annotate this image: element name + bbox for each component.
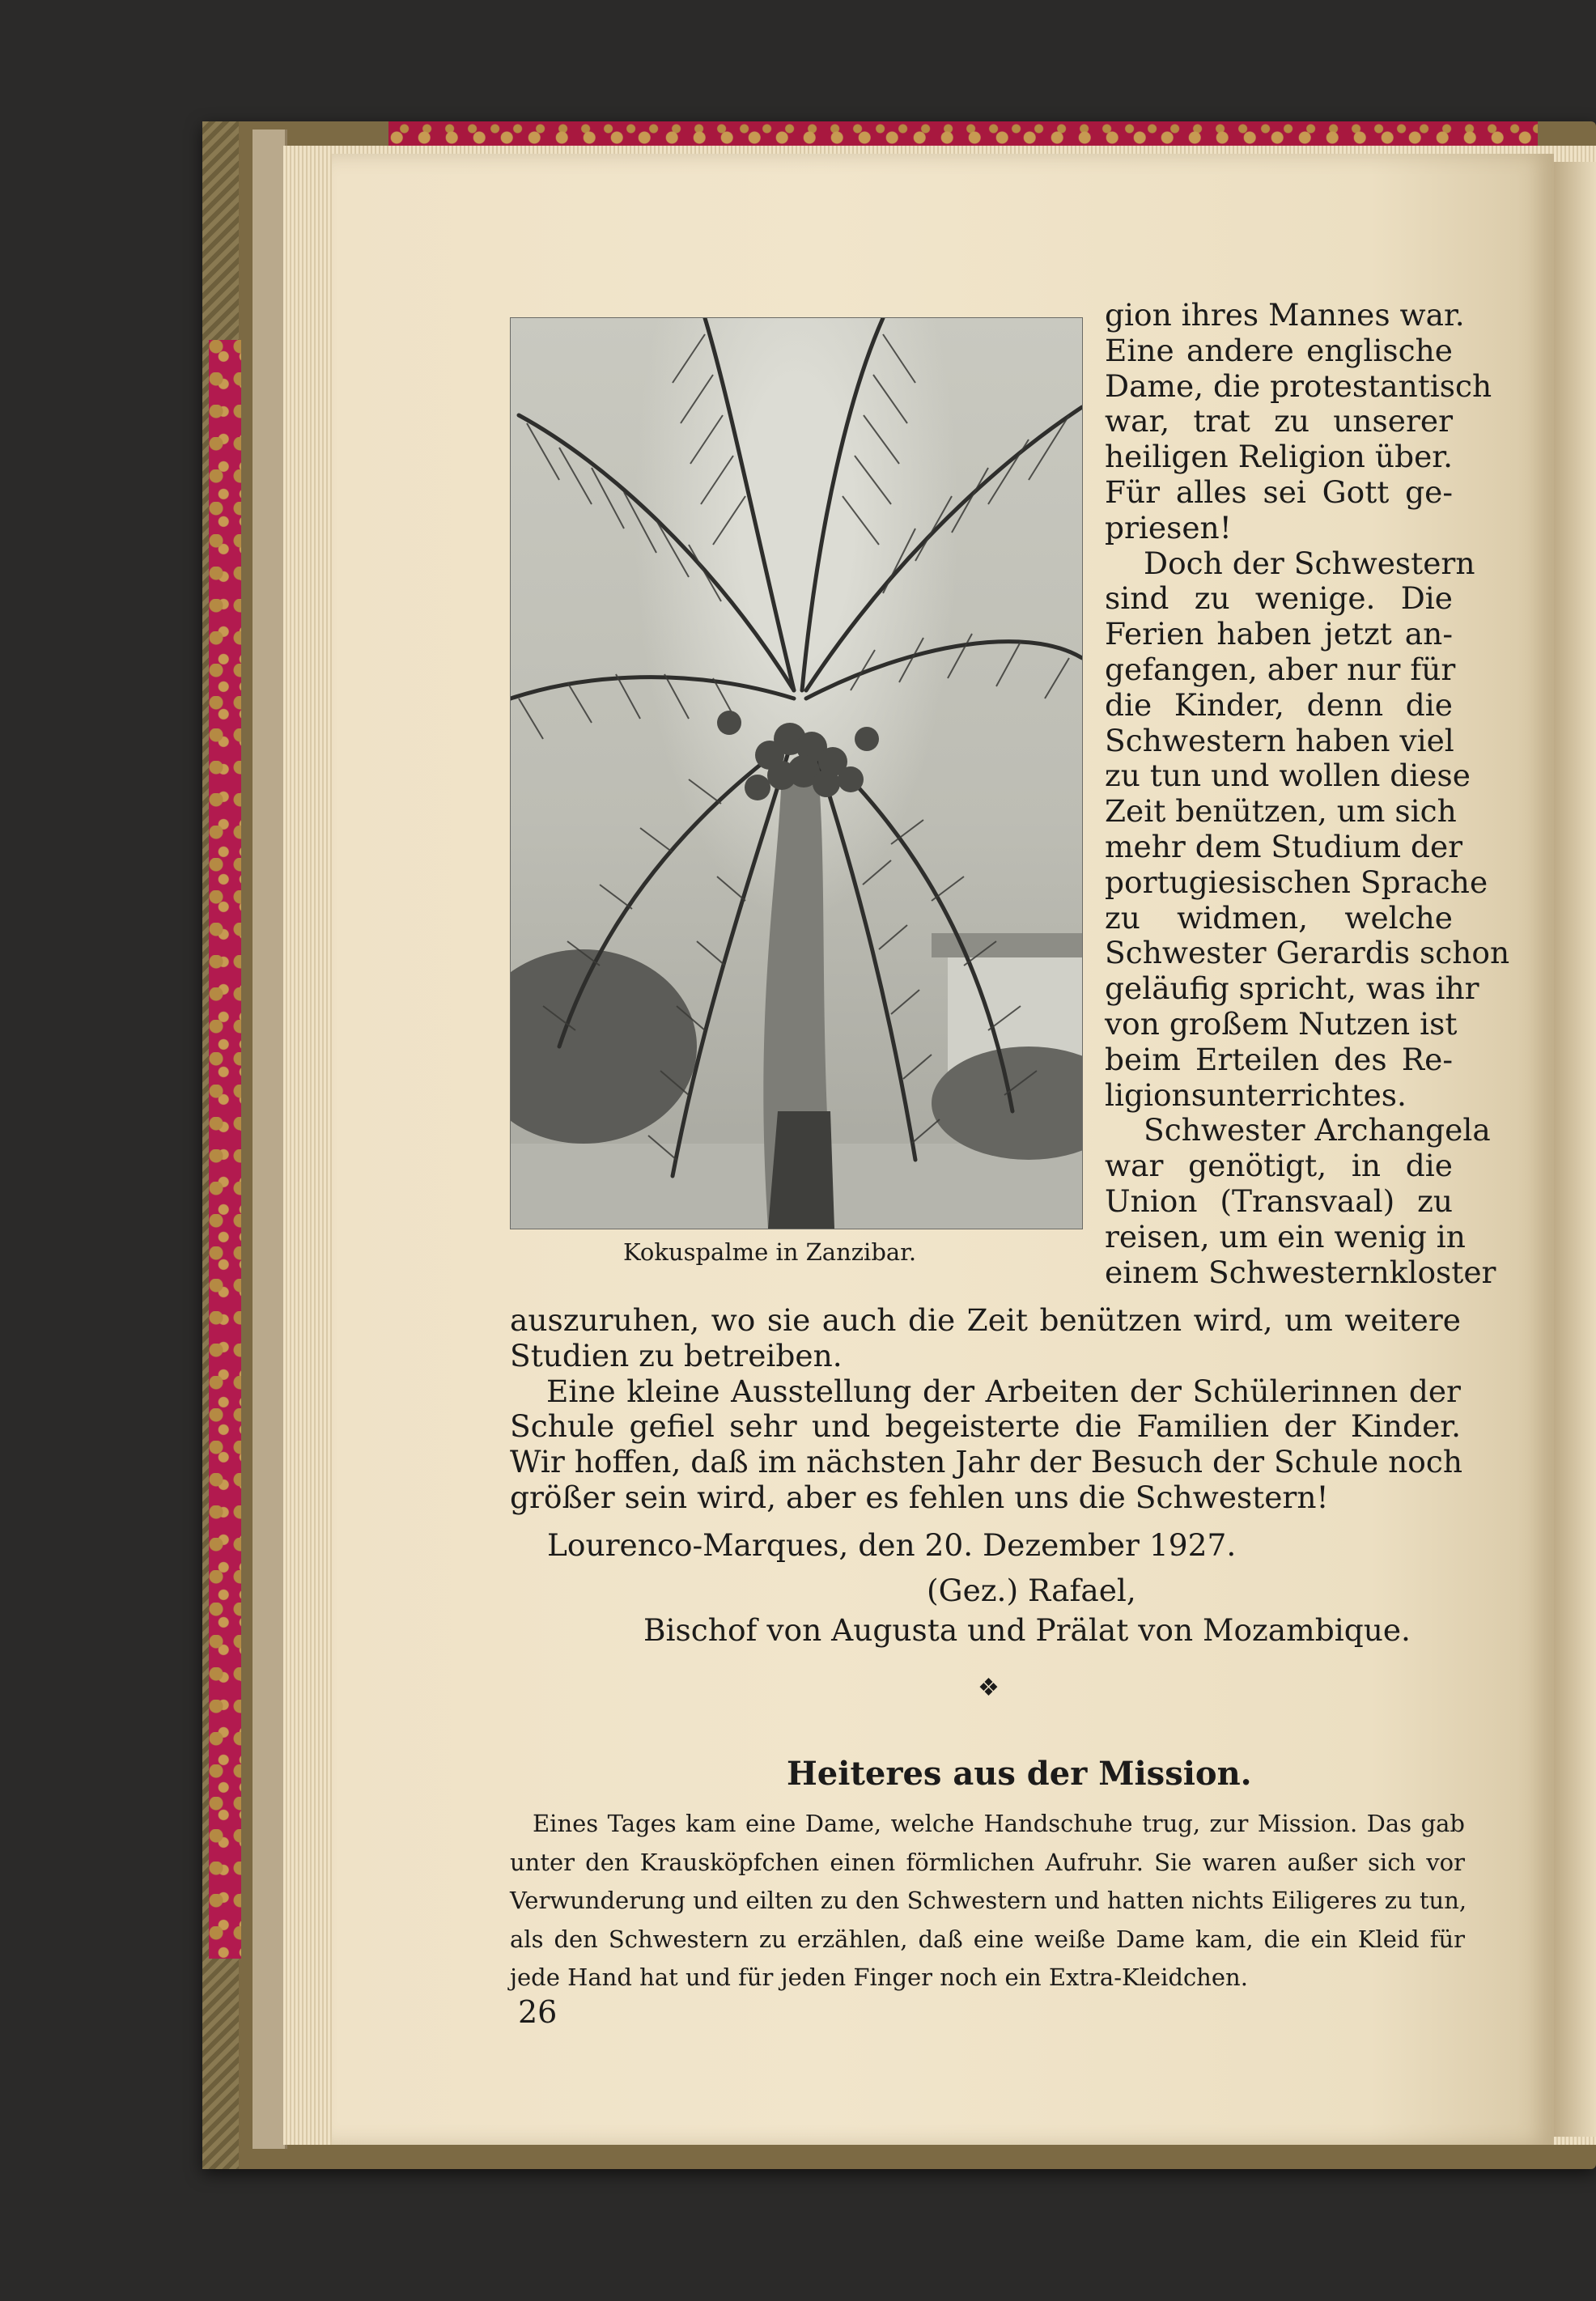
text-line: Eine andere englische	[1105, 332, 1453, 368]
marbled-edge-left	[209, 340, 241, 1959]
signature-name: (Gez.) Rafael,	[927, 1573, 1136, 1608]
column-text	[1105, 297, 1510, 1290]
place-date: Lourenco-Marques, den 20. Dezember 1927.	[547, 1527, 1237, 1563]
text-line: geläufig spricht, was ihr	[1105, 970, 1479, 1007]
text-line: Dame, die protestantisch	[1105, 367, 1492, 404]
facing-page-edge	[1552, 162, 1596, 2137]
text-line: Für alles sei Gott ge-	[1105, 473, 1453, 510]
coconut-palm-photo	[510, 317, 1083, 1229]
text-line: Schwester Gerardis schon	[1105, 935, 1510, 971]
text-line: auszuruhen, wo sie auch die Zeit benützen wird, um weitere	[510, 1302, 1461, 1338]
text-line: Union (Transvaal) zu	[1105, 1182, 1453, 1219]
text-line: Doch der Schwestern	[1144, 545, 1475, 581]
text-line: zu tun und wollen diese	[1105, 758, 1471, 794]
text-line: zu widmen, welche	[1105, 899, 1453, 936]
text-line: unter den Krausköpfchen einen förmlichen Aufruhr. Sie waren außer sich vor	[510, 1848, 1465, 1876]
text-line: Eine kleine Ausstellung der Arbeiten der Schülerinnen der	[546, 1373, 1461, 1409]
text-line: mehr dem Studium der	[1105, 828, 1463, 864]
text-line: einem Schwesternkloster	[1105, 1254, 1496, 1290]
text-line: Studien zu betreiben.	[510, 1337, 843, 1373]
text-line: sind zu wenige. Die	[1105, 580, 1453, 617]
text-line: gefangen, aber nur für	[1105, 651, 1456, 687]
page-number: 26	[518, 1994, 558, 2030]
text-line: Ferien haben jetzt an-	[1105, 616, 1453, 652]
full-width-text	[510, 1303, 1461, 1516]
text-line: reisen, um ein wenig in	[1105, 1218, 1466, 1255]
text-line: gion ihres Mannes war.	[1105, 297, 1465, 333]
text-line: heiligen Religion über.	[1105, 439, 1453, 475]
photo-caption: Kokuspalme in Zanzibar.	[623, 1238, 917, 1266]
text-line: war, trat zu unserer	[1105, 403, 1453, 439]
binding-board	[253, 129, 287, 2149]
text-line: jede Hand hat und für jeden Finger noch ein Extra-Kleidchen.	[510, 1963, 1248, 1991]
text-line: größer sein wird, aber es fehlen uns die Schwestern!	[510, 1479, 1329, 1515]
text-line: Schwestern haben viel	[1105, 722, 1454, 758]
ornament-divider: ❖	[978, 1674, 1000, 1702]
text-line: portugiesischen Sprache	[1105, 864, 1488, 900]
section-heading: Heiteres aus der Mission.	[787, 1755, 1252, 1793]
text-line: Schwester Archangela	[1144, 1112, 1491, 1148]
text-line: Zeit benützen, um sich	[1105, 793, 1457, 830]
text-line: als den Schwestern zu erzählen, daß eine weiße Dame kam, die ein Kleid für	[510, 1925, 1465, 1953]
text-line: beim Erteilen des Re-	[1105, 1041, 1453, 1077]
text-line: Schule gefiel sehr und begeisterte die Familien der Kinder.	[510, 1408, 1461, 1445]
text-line: Verwunderung und eilten zu den Schwestern und hatten nichts Eiligeres zu tun,	[510, 1887, 1467, 1914]
text-line: die Kinder, denn die	[1105, 686, 1453, 723]
anecdote-text	[510, 1805, 1465, 1997]
text-line: war genötigt, in die	[1105, 1148, 1453, 1184]
text-line: von großem Nutzen ist	[1105, 1005, 1458, 1042]
text-line: priesen!	[1105, 509, 1232, 546]
text-line: Wir hoffen, daß im nächsten Jahr der Besuch der Schule noch	[510, 1444, 1463, 1480]
text-line: ligionsunterrichtes.	[1105, 1076, 1407, 1113]
palm-illustration	[511, 318, 1082, 1229]
text-line: Eines Tages kam eine Dame, welche Handschuhe trug, zur Mission. Das gab	[533, 1810, 1465, 1837]
signature-title: Bischof von Augusta und Prälat von Mozambique.	[643, 1612, 1411, 1648]
